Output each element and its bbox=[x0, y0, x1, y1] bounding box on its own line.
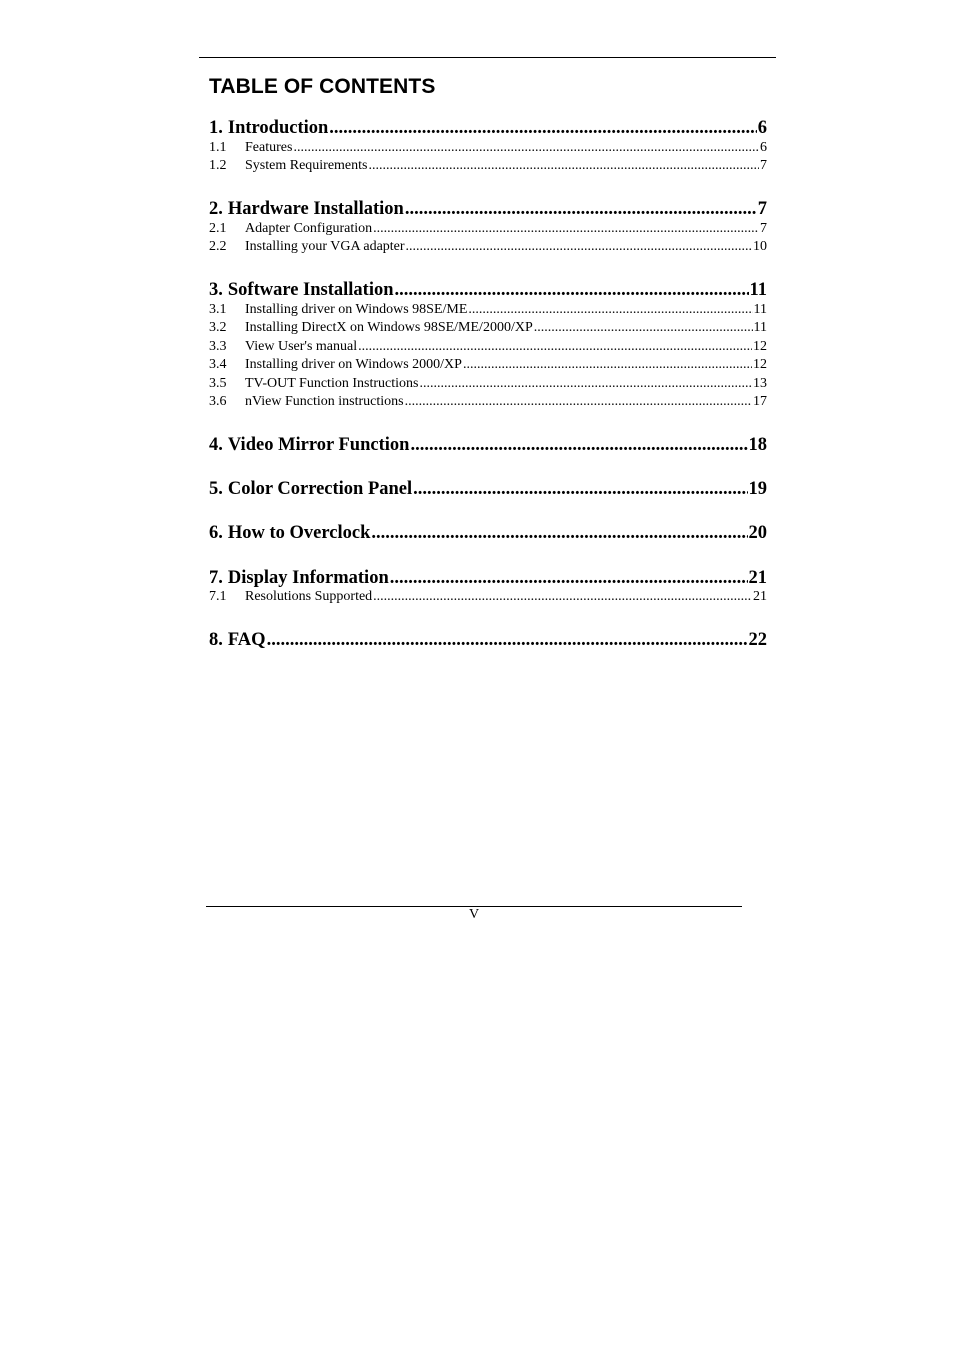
toc-entry-number: 1. bbox=[209, 118, 223, 138]
toc-entry-number: 2.2 bbox=[209, 239, 227, 254]
toc-entry-title: View User's manual bbox=[245, 339, 358, 354]
toc-entry-color-correction[interactable] bbox=[209, 477, 767, 501]
dot-leader bbox=[413, 477, 747, 501]
toc-entry-page: 11 bbox=[753, 302, 767, 317]
toc-entry-page: 7 bbox=[760, 221, 767, 236]
toc-entry-system-requirements[interactable] bbox=[209, 157, 767, 175]
toc-entry-page: 21 bbox=[753, 589, 767, 604]
toc-entry-page: 22 bbox=[748, 630, 767, 650]
toc-entry-introduction[interactable] bbox=[209, 116, 767, 140]
toc-entry-title: Installing driver on Windows 98SE/ME bbox=[245, 302, 468, 317]
toc-entry-title: Resolutions Supported bbox=[245, 589, 373, 604]
toc-entry-page: 6 bbox=[760, 140, 767, 155]
toc-entry-tv-out[interactable] bbox=[209, 375, 767, 393]
toc-entry-page: 6 bbox=[757, 118, 767, 138]
header-rule bbox=[199, 57, 776, 58]
toc-entry-driver-2000-xp[interactable] bbox=[209, 356, 767, 374]
toc-entry-title: Software Installation bbox=[227, 280, 394, 300]
dot-leader bbox=[419, 375, 752, 393]
toc-entry-page: 10 bbox=[753, 239, 767, 254]
toc-entry-title: FAQ bbox=[227, 630, 266, 650]
toc-entry-number: 8. bbox=[209, 630, 223, 650]
toc-entry-overclock[interactable] bbox=[209, 521, 767, 545]
toc-entry-adapter-configuration[interactable] bbox=[209, 220, 767, 238]
toc-entry-page: 21 bbox=[748, 568, 767, 588]
toc-entry-page: 19 bbox=[748, 479, 767, 499]
dot-leader bbox=[369, 157, 760, 175]
toc-entry-page: 12 bbox=[753, 357, 767, 372]
dot-leader bbox=[534, 319, 753, 337]
toc-entry-title: Color Correction Panel bbox=[227, 479, 413, 499]
toc-title: TABLE OF CONTENTS bbox=[209, 75, 436, 98]
toc-entry-number: 7. bbox=[209, 568, 223, 588]
toc-entry-directx[interactable] bbox=[209, 319, 767, 337]
dot-leader bbox=[406, 238, 752, 256]
toc-entry-title: Installing DirectX on Windows 98SE/ME/2000/XP bbox=[245, 320, 533, 335]
toc-entry-title: System Requirements bbox=[245, 158, 368, 173]
toc-entry-number: 7.1 bbox=[209, 589, 227, 604]
toc-entry-page: 7 bbox=[760, 158, 767, 173]
toc-entry-title: Display Information bbox=[227, 568, 389, 588]
toc-entry-number: 3.5 bbox=[209, 376, 227, 391]
toc-entry-page: 17 bbox=[753, 394, 767, 409]
toc-entry-page: 18 bbox=[748, 435, 767, 455]
toc-entry-features[interactable] bbox=[209, 139, 767, 157]
toc-entry-page: 11 bbox=[753, 320, 767, 335]
toc-entry-number: 2. bbox=[209, 199, 223, 219]
toc-entry-number: 3.3 bbox=[209, 339, 227, 354]
toc-entry-title: Video Mirror Function bbox=[227, 435, 410, 455]
dot-leader bbox=[410, 433, 747, 457]
toc-entry-number: 3. bbox=[209, 280, 223, 300]
dot-leader bbox=[373, 220, 759, 238]
toc-entry-title: Features bbox=[245, 140, 293, 155]
dot-leader bbox=[405, 393, 752, 411]
dot-leader bbox=[405, 197, 757, 221]
toc-entry-title: Adapter Configuration bbox=[245, 221, 373, 236]
toc-entry-title: nView Function instructions bbox=[245, 394, 404, 409]
toc-entry-page: 7 bbox=[757, 199, 767, 219]
toc-entry-users-manual[interactable] bbox=[209, 338, 767, 356]
toc-entry-number: 6. bbox=[209, 523, 223, 543]
toc-entry-number: 4. bbox=[209, 435, 223, 455]
toc-entry-title: Hardware Installation bbox=[227, 199, 404, 219]
dot-leader bbox=[358, 338, 752, 356]
dot-leader bbox=[390, 566, 748, 590]
page-number: V bbox=[468, 907, 480, 922]
toc-entry-number: 1.2 bbox=[209, 158, 227, 173]
toc-entry-number: 3.4 bbox=[209, 357, 227, 372]
toc-entry-faq[interactable] bbox=[209, 628, 767, 652]
toc-entry-page: 13 bbox=[753, 376, 767, 391]
toc-entry-number: 5. bbox=[209, 479, 223, 499]
toc-entry-number: 3.6 bbox=[209, 394, 227, 409]
dot-leader bbox=[329, 116, 756, 140]
toc-entry-video-mirror[interactable] bbox=[209, 433, 767, 457]
toc-entry-number: 3.2 bbox=[209, 320, 227, 335]
toc-entry-display-information[interactable] bbox=[209, 566, 767, 590]
toc-entry-title: Introduction bbox=[227, 118, 329, 138]
dot-leader bbox=[468, 301, 752, 319]
toc-entry-nview[interactable] bbox=[209, 393, 767, 411]
toc-entry-driver-98se-me[interactable] bbox=[209, 301, 767, 319]
toc-entry-page: 11 bbox=[749, 280, 767, 300]
dot-leader bbox=[395, 278, 749, 302]
dot-leader bbox=[293, 139, 759, 157]
dot-leader bbox=[463, 356, 752, 374]
toc-entry-title: How to Overclock bbox=[227, 523, 371, 543]
toc-entry-page: 12 bbox=[753, 339, 767, 354]
toc-entry-page: 20 bbox=[748, 523, 767, 543]
toc-entry-title: TV-OUT Function Instructions bbox=[245, 376, 419, 391]
toc-entry-title: Installing driver on Windows 2000/XP bbox=[245, 357, 462, 372]
toc-entry-resolutions[interactable] bbox=[209, 588, 767, 606]
toc-entry-software-installation[interactable] bbox=[209, 278, 767, 302]
toc-entry-number: 2.1 bbox=[209, 221, 227, 236]
toc-entry-title: Installing your VGA adapter bbox=[245, 239, 405, 254]
dot-leader bbox=[267, 628, 748, 652]
dot-leader bbox=[371, 521, 747, 545]
toc-entry-hardware-installation[interactable] bbox=[209, 197, 767, 221]
toc-entry-number: 3.1 bbox=[209, 302, 227, 317]
dot-leader bbox=[373, 588, 752, 606]
toc-entry-installing-vga-adapter[interactable] bbox=[209, 238, 767, 256]
toc-entry-number: 1.1 bbox=[209, 140, 227, 155]
